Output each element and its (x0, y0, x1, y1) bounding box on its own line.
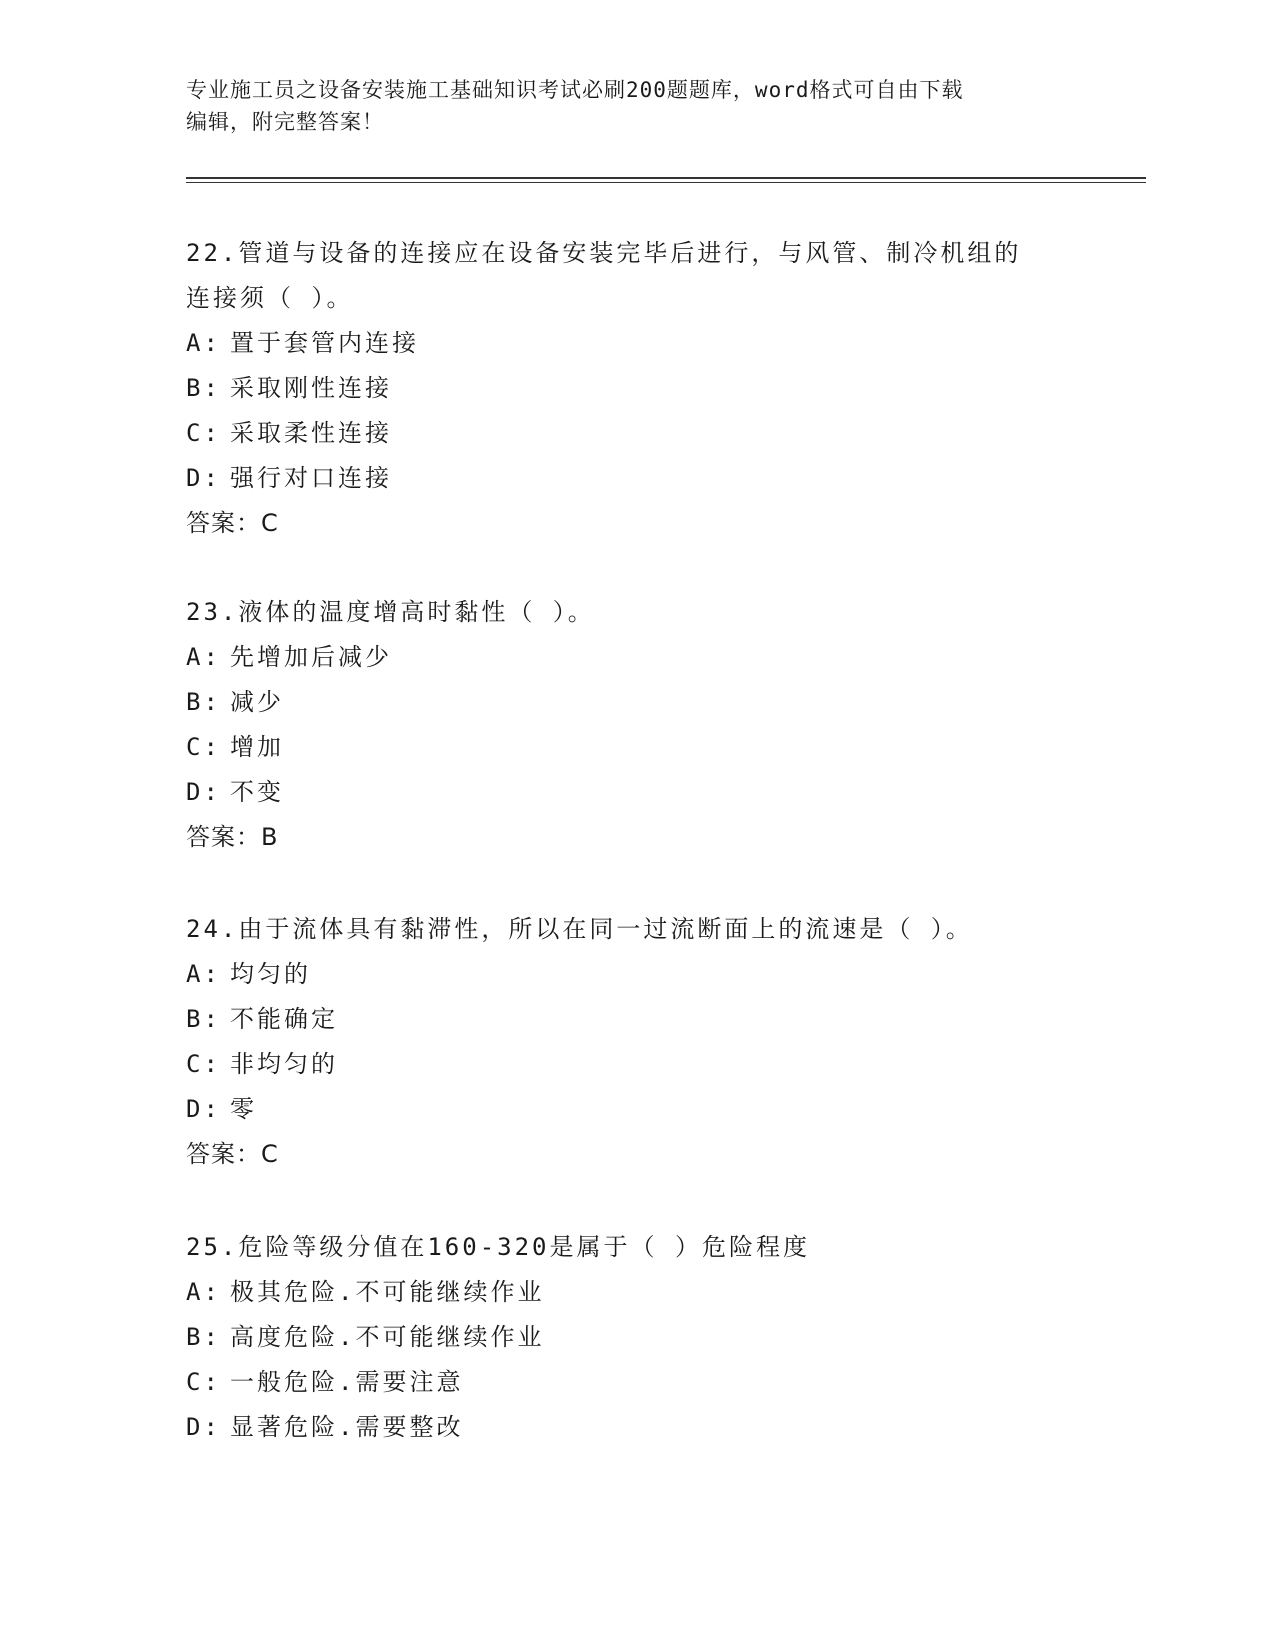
option-letter: C: (186, 1368, 221, 1396)
option-c (186, 1360, 1086, 1405)
question-23 (186, 590, 1086, 860)
option-letter: D: (186, 1095, 221, 1123)
option-letter: D: (186, 778, 221, 806)
answer-label: 答案：C (186, 1140, 279, 1168)
option-text: 采取柔性连接 (230, 419, 392, 447)
option-d (186, 1087, 1086, 1132)
option-text: 先增加后减少 (230, 643, 392, 671)
question-22 (186, 231, 1086, 546)
header-divider-thin (186, 182, 1146, 183)
option-letter: A: (186, 1278, 221, 1306)
question-text-line-1: 22.管道与设备的连接应在设备安装完毕后进行，与风管、制冷机组的 (186, 239, 1022, 267)
option-letter: C: (186, 733, 221, 761)
option-a (186, 952, 1086, 997)
question-text-line-1: 23.液体的温度增高时黏性（ ）。 (186, 598, 595, 626)
option-letter: C: (186, 1050, 221, 1078)
option-letter: C: (186, 419, 221, 447)
option-c (186, 725, 1086, 770)
option-letter: A: (186, 960, 221, 988)
option-a (186, 1270, 1086, 1315)
question-text-line-1: 25.危险等级分值在160-320是属于（ ）危险程度 (186, 1233, 810, 1261)
option-c (186, 411, 1086, 456)
answer-label: 答案：C (186, 509, 279, 537)
question-25 (186, 1225, 1086, 1450)
option-text: 不变 (230, 778, 284, 806)
header-line-2: 编辑，附完整答案！ (186, 110, 384, 134)
option-text: 增加 (230, 733, 284, 761)
option-letter: B: (186, 374, 221, 402)
answer-label: 答案：B (186, 823, 279, 851)
option-letter: A: (186, 643, 221, 671)
option-a (186, 635, 1086, 680)
option-text: 减少 (230, 688, 284, 716)
question-text-line-1: 24.由于流体具有黏滞性，所以在同一过流断面上的流速是（ ）。 (186, 915, 973, 943)
option-b (186, 997, 1086, 1042)
option-text: 置于套管内连接 (230, 329, 419, 357)
option-letter: B: (186, 1323, 221, 1351)
option-text: 显著危险.需要整改 (230, 1413, 464, 1441)
question-text-line-2: 连接须（ ）。 (186, 284, 354, 312)
option-d (186, 456, 1086, 501)
option-text: 均匀的 (230, 960, 311, 988)
option-text: 采取刚性连接 (230, 374, 392, 402)
option-letter: B: (186, 1005, 221, 1033)
option-text: 非均匀的 (230, 1050, 338, 1078)
document-header (186, 74, 1066, 138)
option-text: 高度危险.不可能继续作业 (230, 1323, 545, 1351)
option-d (186, 770, 1086, 815)
option-text: 一般危险.需要注意 (230, 1368, 464, 1396)
question-24 (186, 907, 1086, 1177)
option-letter: D: (186, 1413, 221, 1441)
option-c (186, 1042, 1086, 1087)
option-d (186, 1405, 1086, 1450)
option-a (186, 321, 1086, 366)
option-letter: B: (186, 688, 221, 716)
option-text: 强行对口连接 (230, 464, 392, 492)
header-divider-thick (186, 177, 1146, 179)
option-text: 极其危险.不可能继续作业 (230, 1278, 545, 1306)
option-b (186, 366, 1086, 411)
option-b (186, 1315, 1086, 1360)
header-line-1: 专业施工员之设备安装施工基础知识考试必刷200题题库，word格式可自由下载 (186, 78, 964, 102)
option-b (186, 680, 1086, 725)
option-letter: A: (186, 329, 221, 357)
option-letter: D: (186, 464, 221, 492)
option-text: 不能确定 (230, 1005, 338, 1033)
option-text: 零 (230, 1095, 257, 1123)
